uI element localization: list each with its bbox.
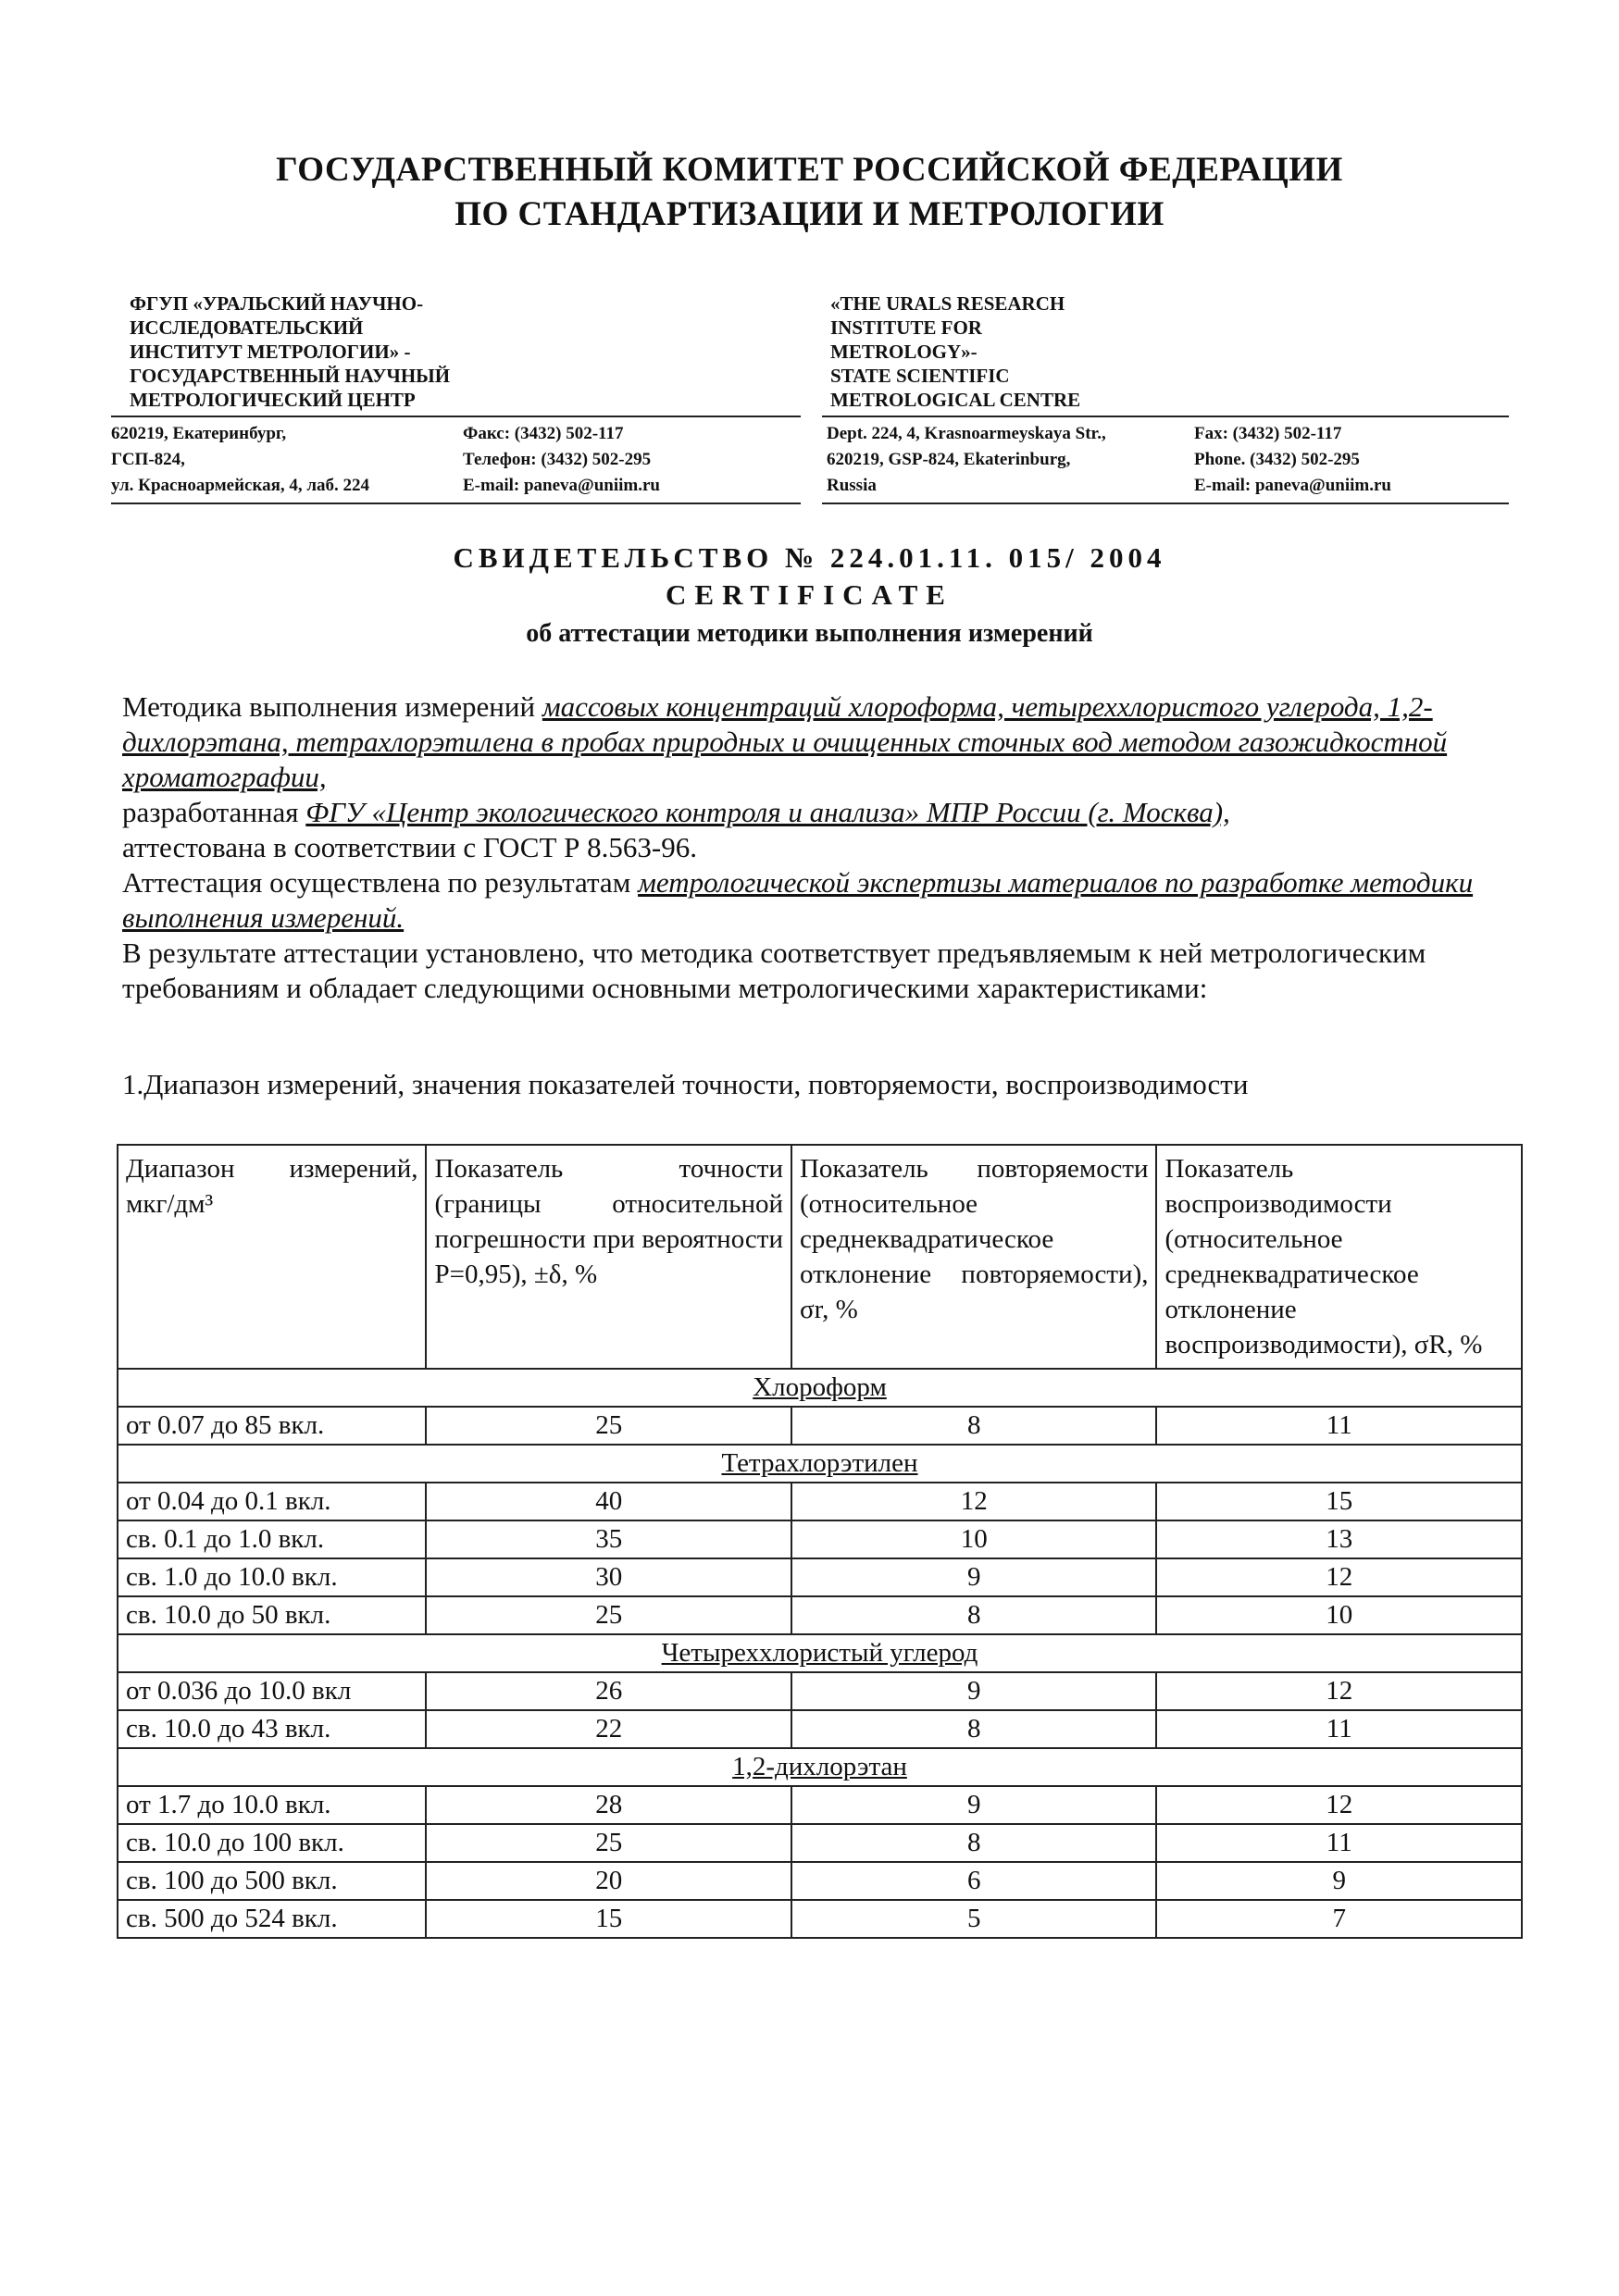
cell-accuracy: 25: [426, 1407, 791, 1445]
paragraph-basis: [122, 865, 1511, 936]
table-row: [118, 1520, 1522, 1558]
text: разработанная: [122, 796, 306, 828]
table-row: [118, 1483, 1522, 1520]
text: Методика выполнения измерений: [122, 690, 542, 723]
substance-name: Хлороформ: [753, 1372, 887, 1402]
cell-repeatability: 8: [791, 1824, 1157, 1862]
substance-name: 1,2-дихлорэтан: [732, 1752, 907, 1781]
developer-name: ФГУ «Центр экологического контроля и анализа» МПР России (г. Москва),: [305, 796, 1230, 828]
table-row: [118, 1558, 1522, 1596]
cell-repeatability: 10: [791, 1520, 1157, 1558]
cell-accuracy: 20: [426, 1862, 791, 1900]
table-row: [118, 1786, 1522, 1824]
certificate-subtitle: об аттестации методики выполнения измерений: [526, 619, 1093, 648]
cell-accuracy: 25: [426, 1596, 791, 1634]
cell-reproducibility: 7: [1156, 1900, 1522, 1938]
cell-reproducibility: 11: [1156, 1824, 1522, 1862]
substance-name: Четыреххлористый углерод: [661, 1638, 978, 1668]
table-row: [118, 1596, 1522, 1634]
table-group-row: [118, 1445, 1522, 1483]
cell-range: от 0.036 до 10.0 вкл: [118, 1672, 426, 1710]
table-header-row: [118, 1145, 1522, 1369]
table-group-row: [118, 1634, 1522, 1672]
column-header-repeatability: Показатель повторяемости (относительное среднеквадратическое отклонение повторяемости), σr, %: [791, 1145, 1157, 1369]
column-header-range: Диапазон измерений, мкг/дм³: [118, 1145, 426, 1369]
cell-reproducibility: 12: [1156, 1672, 1522, 1710]
cell-repeatability: 8: [791, 1407, 1157, 1445]
certificate-title: СВИДЕТЕЛЬСТВО № 224.01.11. 015/ 2004: [453, 541, 1166, 574]
cell-reproducibility: 12: [1156, 1786, 1522, 1824]
cell-range: св. 10.0 до 43 вкл.: [118, 1710, 426, 1748]
cell-repeatability: 5: [791, 1900, 1157, 1938]
cell-repeatability: 8: [791, 1710, 1157, 1748]
paragraph-standard: аттестована в соответствии с ГОСТ Р 8.563-96.: [122, 831, 697, 863]
cell-repeatability: 6: [791, 1862, 1157, 1900]
cell-accuracy: 22: [426, 1710, 791, 1748]
group-cell: [118, 1748, 1522, 1786]
committee-line-2: ПО СТАНДАРТИЗАЦИИ И МЕТРОЛОГИИ: [455, 195, 1164, 233]
cell-reproducibility: 13: [1156, 1520, 1522, 1558]
cell-reproducibility: 11: [1156, 1407, 1522, 1445]
cell-range: св. 500 до 524 вкл.: [118, 1900, 426, 1938]
committee-header: [0, 148, 1619, 237]
contacts-en: Fax: (3432) 502-117 Phone. (3432) 502-295 E-mail: paneva@uniim.ru: [1194, 424, 1391, 495]
certificate-title-en: CERTIFICATE: [666, 578, 953, 611]
cell-range: св. 1.0 до 10.0 вкл.: [118, 1558, 426, 1596]
cell-reproducibility: 11: [1156, 1710, 1522, 1748]
cell-range: от 1.7 до 10.0 вкл.: [118, 1786, 426, 1824]
column-header-reproducibility: Показатель воспроизводимости (относительное среднеквадратическое отклонение воспроизводимости), σR, %: [1156, 1145, 1522, 1369]
certificate-body: [122, 689, 1511, 1006]
group-cell: [118, 1369, 1522, 1407]
cell-range: от 0.04 до 0.1 вкл.: [118, 1483, 426, 1520]
cell-reproducibility: 12: [1156, 1558, 1522, 1596]
divider: [111, 503, 801, 504]
cell-repeatability: 8: [791, 1596, 1157, 1634]
table-group-row: [118, 1369, 1522, 1407]
cell-repeatability: 9: [791, 1672, 1157, 1710]
table-row: [118, 1862, 1522, 1900]
substance-name: Тетрахлорэтилен: [721, 1448, 918, 1478]
cell-range: от 0.07 до 85 вкл.: [118, 1407, 426, 1445]
cell-range: св. 10.0 до 50 вкл.: [118, 1596, 426, 1634]
method-name: массовых концентраций хлороформа, четыреххлористого углерода, 1,2-дихлорэтана, тетрахлорэтилена в пробах природных и очищенных сточных вод методом газожидкостной хроматографии,: [122, 690, 1448, 793]
cell-repeatability: 12: [791, 1483, 1157, 1520]
metrology-table: [117, 1144, 1523, 1939]
paragraph-method: [122, 689, 1511, 795]
paragraph-developer: [122, 795, 1511, 830]
table-row: [118, 1407, 1522, 1445]
address-ru: 620219, Екатеринбург, ГСП-824, ул. Красноармейская, 4, лаб. 224: [111, 424, 370, 495]
org-name-en: «THE URALS RESEARCH INSTITUTE FOR METROLOGY»- STATE SCIENTIFIC METROLOGICAL CENTRE: [830, 292, 1081, 411]
cell-repeatability: 9: [791, 1786, 1157, 1824]
cell-range: св. 0.1 до 1.0 вкл.: [118, 1520, 426, 1558]
table-row: [118, 1672, 1522, 1710]
contacts-ru: Факс: (3432) 502-117 Телефон: (3432) 502-295 E-mail: paneva@uniim.ru: [463, 424, 660, 495]
table-row: [118, 1710, 1522, 1748]
cell-accuracy: 15: [426, 1900, 791, 1938]
cell-range: св. 10.0 до 100 вкл.: [118, 1824, 426, 1862]
cell-reproducibility: 15: [1156, 1483, 1522, 1520]
table-row: [118, 1824, 1522, 1862]
cell-repeatability: 9: [791, 1558, 1157, 1596]
table-group-row: [118, 1748, 1522, 1786]
cell-range: св. 100 до 500 вкл.: [118, 1862, 426, 1900]
column-header-accuracy: Показатель точности (границы относительной погрешности при вероятности Р=0,95), ±δ, %: [426, 1145, 791, 1369]
cell-accuracy: 40: [426, 1483, 791, 1520]
section-title: 1.Диапазон измерений, значения показателей точности, повторяемости, воспроизводимости: [122, 1068, 1249, 1100]
text: Аттестация осуществлена по результатам: [122, 866, 639, 899]
cell-accuracy: 30: [426, 1558, 791, 1596]
cell-accuracy: 35: [426, 1520, 791, 1558]
cell-reproducibility: 9: [1156, 1862, 1522, 1900]
basis-text: метрологической экспертизы материалов по разработке методики выполнения измерений.: [122, 866, 1474, 934]
divider: [822, 416, 1509, 417]
table-body: [118, 1369, 1522, 1938]
org-name-ru: ФГУП «УРАЛЬСКИЙ НАУЧНО- ИССЛЕДОВАТЕЛЬСКИЙ ИНСТИТУТ МЕТРОЛОГИИ» - ГОСУДАРСТВЕННЫЙ НАУЧНЫЙ МЕТРОЛОГИЧЕСКИЙ ЦЕНТР: [130, 292, 451, 411]
paragraph-result: В результате аттестации установлено, что методика соответствует предъявляемым к ней метрологическим требованиям и обладает следующими основными метрологическими характеристиками:: [122, 937, 1426, 1004]
address-en: Dept. 224, 4, Krasnoarmeyskaya Str., 620219, GSP-824, Ekaterinburg, Russia: [827, 424, 1106, 495]
table-row: [118, 1900, 1522, 1938]
divider: [111, 416, 801, 417]
group-cell: [118, 1634, 1522, 1672]
cell-reproducibility: 10: [1156, 1596, 1522, 1634]
cell-accuracy: 26: [426, 1672, 791, 1710]
cell-accuracy: 25: [426, 1824, 791, 1862]
group-cell: [118, 1445, 1522, 1483]
cell-accuracy: 28: [426, 1786, 791, 1824]
committee-line-1: ГОСУДАРСТВЕННЫЙ КОМИТЕТ РОССИЙСКОЙ ФЕДЕРАЦИИ: [276, 151, 1343, 189]
divider: [822, 503, 1509, 504]
